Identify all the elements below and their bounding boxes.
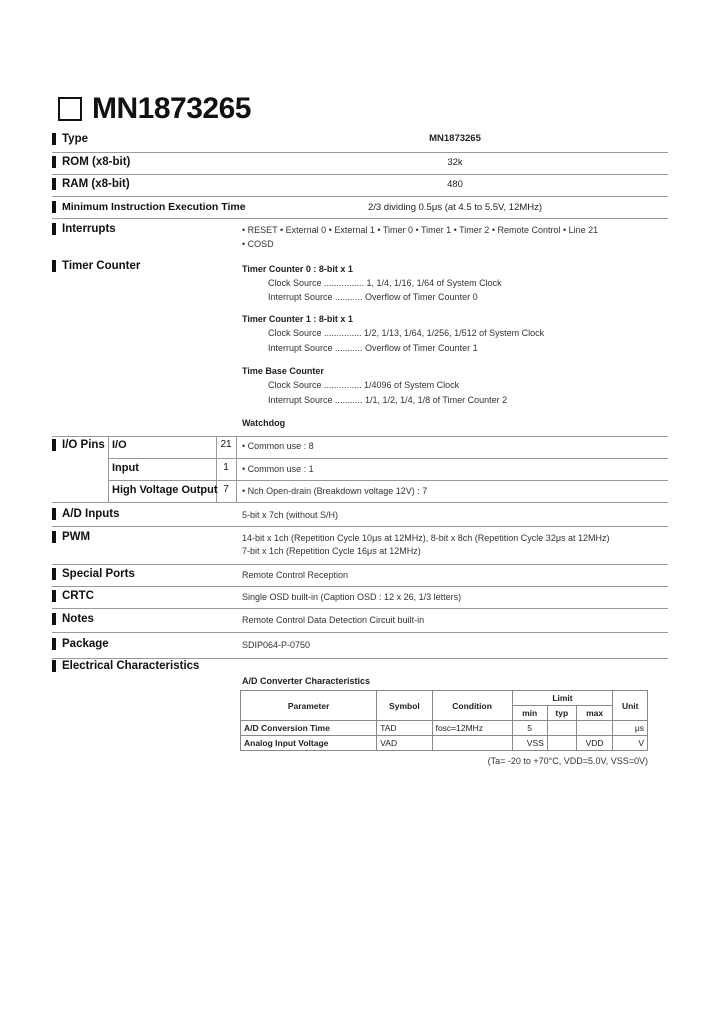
table-footnote: (Ta= -20 to +70°C, VDD=5.0V, VSS=0V) <box>487 756 648 766</box>
ad-table-title: A/D Converter Characteristics <box>242 676 371 686</box>
electrical-row <box>52 658 668 678</box>
pwm-line1: 14-bit x 1ch (Repetition Cycle 10μs at 12MHz), 8-bit x 8ch (Repetition Cycle 32μs at 12MHz) <box>242 533 610 543</box>
package-row <box>52 632 668 659</box>
rom-row <box>52 152 668 175</box>
cell-max <box>576 721 613 736</box>
ad-characteristics-table <box>240 690 648 751</box>
header-max: max <box>576 706 613 721</box>
electrical-label: Electrical Characteristics <box>62 660 200 672</box>
title-text: MN1873265 <box>92 92 251 125</box>
bullet-bar-icon <box>52 178 56 190</box>
special-ports-label: Special Ports <box>62 568 135 580</box>
cell-typ <box>547 736 576 751</box>
rom-label: ROM (x8-bit) <box>62 156 131 168</box>
io-pins-section <box>52 437 668 503</box>
cell-typ <box>547 721 576 736</box>
timer1-clock: Clock Source ............... 1/2, 1/13, 1/64, 1/256, 1/512 of System Clock <box>268 328 545 338</box>
hv-output-row-name: High Voltage Output <box>112 484 218 496</box>
table-row <box>241 736 648 751</box>
bullet-bar-icon <box>52 201 56 213</box>
header-symbol: Symbol <box>377 691 432 721</box>
io-row-desc: • Common use : 8 <box>242 441 314 451</box>
cell-condition <box>432 736 512 751</box>
header-unit: Unit <box>613 691 648 721</box>
type-value: MN1873265 <box>429 133 481 144</box>
io-row-name: I/O <box>112 439 127 451</box>
hv-output-row-count: 7 <box>223 484 229 495</box>
bullet-bar-icon <box>52 568 56 580</box>
ad-inputs-row <box>52 504 668 527</box>
notes-row <box>52 608 668 633</box>
rom-value: 32k <box>447 157 463 168</box>
package-label: Package <box>62 638 109 650</box>
checkbox-square-icon <box>58 97 82 121</box>
notes-label: Notes <box>62 613 94 625</box>
interrupts-row <box>52 218 668 256</box>
cell-symbol: TAD <box>377 721 432 736</box>
header-min: min <box>512 706 547 721</box>
bullet-bar-icon <box>52 660 56 672</box>
cell-unit: V <box>613 736 648 751</box>
crtc-row <box>52 586 668 609</box>
cell-min: VSS <box>512 736 547 751</box>
bullet-bar-icon <box>52 260 56 272</box>
bullet-bar-icon <box>52 133 56 145</box>
ram-value: 480 <box>447 179 463 190</box>
hv-output-row-desc: • Nch Open-drain (Breakdown voltage 12V) : 7 <box>242 486 428 496</box>
cell-condition: fosc=12MHz <box>432 721 512 736</box>
bullet-bar-icon <box>52 531 56 543</box>
cell-max: VDD <box>576 736 613 751</box>
bullet-bar-icon <box>52 156 56 168</box>
io-row-count: 21 <box>220 439 232 450</box>
notes-value: Remote Control Data Detection Circuit built-in <box>242 615 425 625</box>
bullet-bar-icon <box>52 508 56 520</box>
bullet-bar-icon <box>52 223 56 235</box>
timer-row <box>52 256 668 437</box>
timer1-interrupt: Interrupt Source ........... Overflow of Timer Counter 1 <box>268 343 478 353</box>
crtc-value: Single OSD built-in (Caption OSD : 12 x 26, 1/3 letters) <box>242 592 462 602</box>
cell-unit: μs <box>613 721 648 736</box>
bullet-bar-icon <box>52 590 56 602</box>
package-value: SDIP064-P-0750 <box>242 640 311 650</box>
cell-min: 5 <box>512 721 547 736</box>
timebase-interrupt: Interrupt Source ........... 1/1, 1/2, 1/4, 1/8 of Timer Counter 2 <box>268 395 508 405</box>
interrupts-line2: • COSD <box>242 239 274 249</box>
ad-inputs-value: 5-bit x 7ch (without S/H) <box>242 510 339 520</box>
bullet-bar-icon <box>52 613 56 625</box>
header-parameter: Parameter <box>241 691 377 721</box>
special-ports-value: Remote Control Reception <box>242 570 349 580</box>
special-ports-row <box>52 564 668 587</box>
ad-inputs-label: A/D Inputs <box>62 508 120 520</box>
io-pins-label: I/O Pins <box>62 439 105 451</box>
input-row-desc: • Common use : 1 <box>242 464 314 474</box>
type-label: Type <box>62 133 88 145</box>
header-limit: Limit <box>512 691 613 706</box>
timer0-clock: Clock Source ................ 1, 1/4, 1/16, 1/64 of System Clock <box>268 278 502 288</box>
timer0-heading: Timer Counter 0 : 8-bit x 1 <box>242 264 353 274</box>
timer1-heading: Timer Counter 1 : 8-bit x 1 <box>242 314 353 324</box>
pwm-line2: 7-bit x 1ch (Repetition Cycle 16μs at 12MHz) <box>242 546 421 556</box>
page-title <box>58 92 251 126</box>
type-row <box>52 130 668 153</box>
bullet-bar-icon <box>52 439 56 451</box>
timebase-heading: Time Base Counter <box>242 366 324 376</box>
cell-parameter: A/D Conversion Time <box>241 721 377 736</box>
header-condition: Condition <box>432 691 512 721</box>
min-exec-value: 2/3 dividing 0.5μs (at 4.5 to 5.5V, 12MHz) <box>367 202 543 213</box>
bullet-bar-icon <box>52 638 56 650</box>
table-row <box>241 721 648 736</box>
min-exec-label: Minimum Instruction Execution Time <box>62 201 246 213</box>
ram-label: RAM (x8-bit) <box>62 178 130 190</box>
input-row-count: 1 <box>223 462 229 473</box>
pwm-row <box>52 526 668 565</box>
timer0-interrupt: Interrupt Source ........... Overflow of Timer Counter 0 <box>268 292 478 302</box>
interrupts-label: Interrupts <box>62 223 116 235</box>
pwm-label: PWM <box>62 531 91 543</box>
watchdog-label: Watchdog <box>242 418 286 428</box>
cell-symbol: VAD <box>377 736 432 751</box>
min-exec-row <box>52 196 668 219</box>
crtc-label: CRTC <box>62 590 94 602</box>
ram-row <box>52 174 668 197</box>
header-typ: typ <box>547 706 576 721</box>
timebase-clock: Clock Source ............... 1/4096 of System Clock <box>268 380 460 390</box>
timer-label: Timer Counter <box>62 260 141 272</box>
input-row-name: Input <box>112 462 139 474</box>
interrupts-line1: • RESET • External 0 • External 1 • Timer 0 • Timer 1 • Timer 2 • Remote Control • Line 21 <box>242 225 599 235</box>
cell-parameter: Analog Input Voltage <box>241 736 377 751</box>
